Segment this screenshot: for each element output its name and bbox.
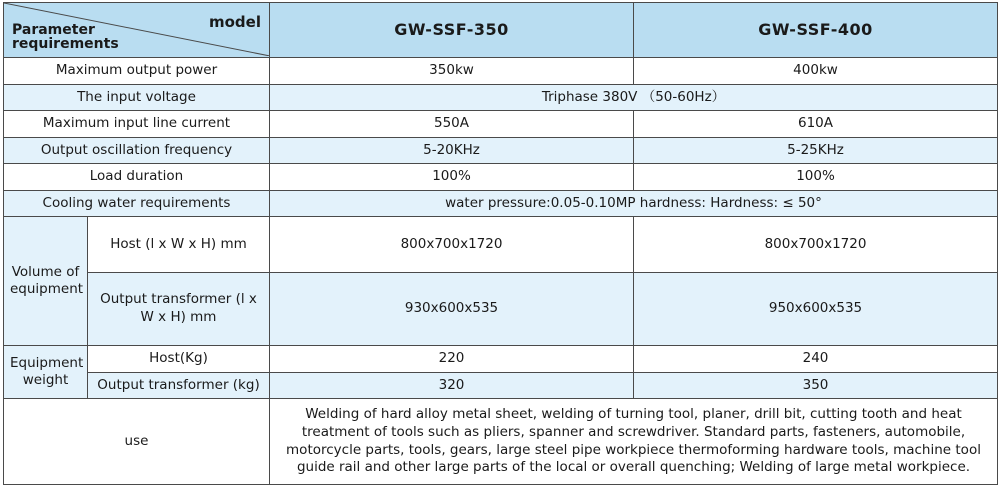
table-row: [4, 217, 998, 272]
row-label: Output oscillation frequency: [4, 137, 270, 164]
row-label: Maximum input line current: [4, 111, 270, 138]
table-row: [4, 58, 998, 85]
table-row: [4, 137, 998, 164]
cell-value: 930x600x535: [270, 272, 634, 346]
table-row: [4, 272, 998, 346]
row-label: Cooling water requirements: [4, 190, 270, 217]
row-label: use: [4, 399, 270, 485]
table-row: [4, 399, 998, 485]
table-row: [4, 84, 998, 111]
group-label-weight: Equipment weight: [4, 346, 88, 399]
table-row: [4, 372, 998, 399]
header-corner-cell: [4, 3, 270, 58]
cell-value: 800x700x1720: [270, 217, 634, 272]
model-header-2: GW-SSF-400: [634, 3, 998, 58]
corner-parameter-label: Parameter requirements: [12, 22, 119, 52]
cell-value: Triphase 380V （50-60Hz）: [270, 84, 998, 111]
model-header-1: GW-SSF-350: [270, 3, 634, 58]
header-row: [4, 3, 998, 58]
cell-value: 610A: [634, 111, 998, 138]
cell-value: 100%: [270, 164, 634, 191]
cell-value: 320: [270, 372, 634, 399]
group-label-volume: Volume of equipment: [4, 217, 88, 346]
row-label: Output transformer (l x W x H) mm: [88, 272, 270, 346]
row-label: Host(Kg): [88, 346, 270, 373]
cell-value: 550A: [270, 111, 634, 138]
cell-value: 800x700x1720: [634, 217, 998, 272]
table-row: [4, 190, 998, 217]
use-description: Welding of hard alloy metal sheet, welding of turning tool, planer, drill bit, cutting tooth and heat treatment of tools such as pliers, spanner and screwdriver. Standard parts, fasteners, automobile, motorcycle parts, tools, gears, large steel pipe workpiece thermoforming hardware tools, machine tool guide rail and other large parts of the local or overall quenching; Welding of large metal workpiece.: [270, 399, 998, 485]
row-label: Load duration: [4, 164, 270, 191]
cell-value: 5-25KHz: [634, 137, 998, 164]
table-row: [4, 346, 998, 373]
cell-value: 400kw: [634, 58, 998, 85]
cell-value: 350: [634, 372, 998, 399]
row-label: The input voltage: [4, 84, 270, 111]
cell-value: 240: [634, 346, 998, 373]
cell-value: 220: [270, 346, 634, 373]
corner-model-label: model: [209, 13, 261, 31]
spec-table: [3, 2, 998, 485]
cell-value: 100%: [634, 164, 998, 191]
table-row: [4, 164, 998, 191]
cell-value: water pressure:0.05-0.10MP hardness: Hardness: ≤ 50°: [270, 190, 998, 217]
cell-value: 950x600x535: [634, 272, 998, 346]
table-row: [4, 111, 998, 138]
cell-value: 5-20KHz: [270, 137, 634, 164]
row-label: Output transformer (kg): [88, 372, 270, 399]
cell-value: 350kw: [270, 58, 634, 85]
row-label: Maximum output power: [4, 58, 270, 85]
row-label: Host (l x W x H) mm: [88, 217, 270, 272]
